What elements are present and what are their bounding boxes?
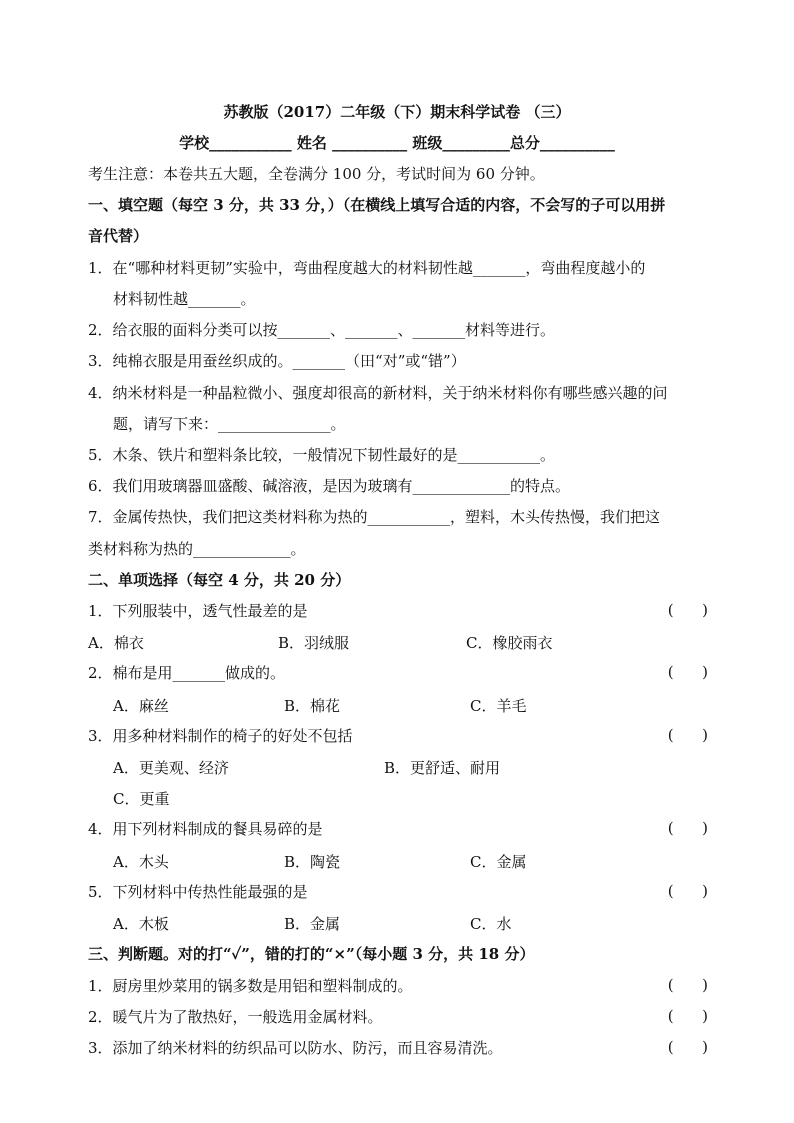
question-stem: 5．下列材料中传热性能最强的是: [88, 883, 308, 901]
section1-heading: 一、填空题（每空 3 分，共 33 分，）（在横线上填写合适的内容，不会写的子可以用拼: [88, 196, 666, 214]
option-c: C．更重: [113, 790, 170, 808]
option-c: C．水: [470, 915, 512, 933]
fill-question-7: 7．金属传热快，我们把这类材料称为热的___________，塑料，木头传热慢，我们把这: [88, 508, 661, 526]
answer-paren: ( ): [667, 601, 708, 619]
answer-paren: ( ): [667, 663, 708, 681]
option-a: A．更美观、经济: [113, 759, 229, 777]
choice-question-2: [88, 663, 708, 683]
judge-question-3: 3．添加了纳米材料的纺织品可以防水、防污，而且容易清洗。: [88, 1039, 503, 1057]
option-a: A．木头: [113, 853, 169, 871]
fill-question-3: 3．纯棉衣服是用蚕丝织成的。_______（田“对”或“错”）: [88, 352, 466, 370]
fill-question-6: 6．我们用玻璃器皿盛酸、碱溶液，是因为玻璃有_____________的特点。: [88, 477, 571, 495]
answer-paren: ( ): [667, 1038, 708, 1056]
fill-question-5: 5．木条、铁片和塑料条比较，一般情况下韧性最好的是___________。: [88, 446, 556, 464]
fill-question-1-cont: 材料韧性越_______。: [113, 290, 256, 308]
question-stem: 4．用下列材料制成的餐具易碎的是: [88, 820, 323, 838]
option-a: A．木板: [113, 915, 169, 933]
choice-question-3: [88, 726, 708, 746]
answer-paren: ( ): [667, 882, 708, 900]
question-stem: 3．用多种材料制作的椅子的好处不包括: [88, 727, 353, 745]
section3-heading: 三、判断题。对的打“✓”，错的打的“×”（每小题 3 分，共 18 分）: [88, 945, 535, 963]
option-a: A．麻丝: [113, 697, 169, 715]
judge-question-2: 2．暖气片为了散热好，一般选用金属材料。: [88, 1008, 383, 1026]
fill-question-4-cont: 题，请写下来：_______________。: [113, 415, 346, 433]
answer-paren: ( ): [667, 819, 708, 837]
exam-title: 苏教版（2017）二年级（下）期末科学试卷 （三）: [223, 103, 571, 121]
answer-paren: ( ): [667, 976, 708, 994]
option-c: C．羊毛: [470, 697, 527, 715]
question-stem: 1．下列服装中，透气性最差的是: [88, 602, 308, 620]
option-b: B．棉花: [284, 697, 341, 715]
option-b: B．金属: [284, 915, 341, 933]
option-b: B．更舒适、耐用: [384, 759, 501, 777]
option-a: A．棉衣: [88, 634, 144, 652]
fill-question-7-cont: 类材料称为热的_____________。: [88, 540, 306, 558]
choice-question-4: [88, 819, 708, 839]
option-c: C．金属: [470, 853, 527, 871]
fill-question-2: 2．给衣服的面料分类可以按_______、_______、_______材料等进行。: [88, 321, 556, 339]
judge-question-1: 1．厨房里炒菜用的锅多数是用铝和塑料制成的。: [88, 977, 413, 995]
option-c: C．橡胶雨衣: [466, 634, 553, 652]
section2-heading: 二、单项选择（每空 4 分，共 20 分）: [88, 571, 351, 589]
option-b: B．陶瓷: [284, 853, 341, 871]
choice-question-1: [88, 601, 708, 621]
fill-question-4: 4．纳米材料是一种晶粒微小、强度却很高的新材料，关于纳米材料你有哪些感兴趣的问: [88, 384, 668, 402]
fill-question-1: 1．在“哪种材料更韧”实验中，弯曲程度越大的材料韧性越_______，弯曲程度越小的: [88, 259, 646, 277]
section1-heading-cont: 音代替）: [88, 227, 149, 245]
answer-paren: ( ): [667, 1007, 708, 1025]
choice-question-5: [88, 882, 708, 902]
option-b: B．羽绒服: [278, 634, 350, 652]
answer-paren: ( ): [667, 726, 708, 744]
student-info-fields: 学校___________ 姓名 __________ 班级_________总分__________: [179, 134, 615, 152]
question-stem: 2．棉布是用_______做成的。: [88, 664, 286, 682]
exam-notice: 考生注意：本卷共五大题，全卷满分 100 分，考试时间为 60 分钟。: [88, 165, 545, 183]
